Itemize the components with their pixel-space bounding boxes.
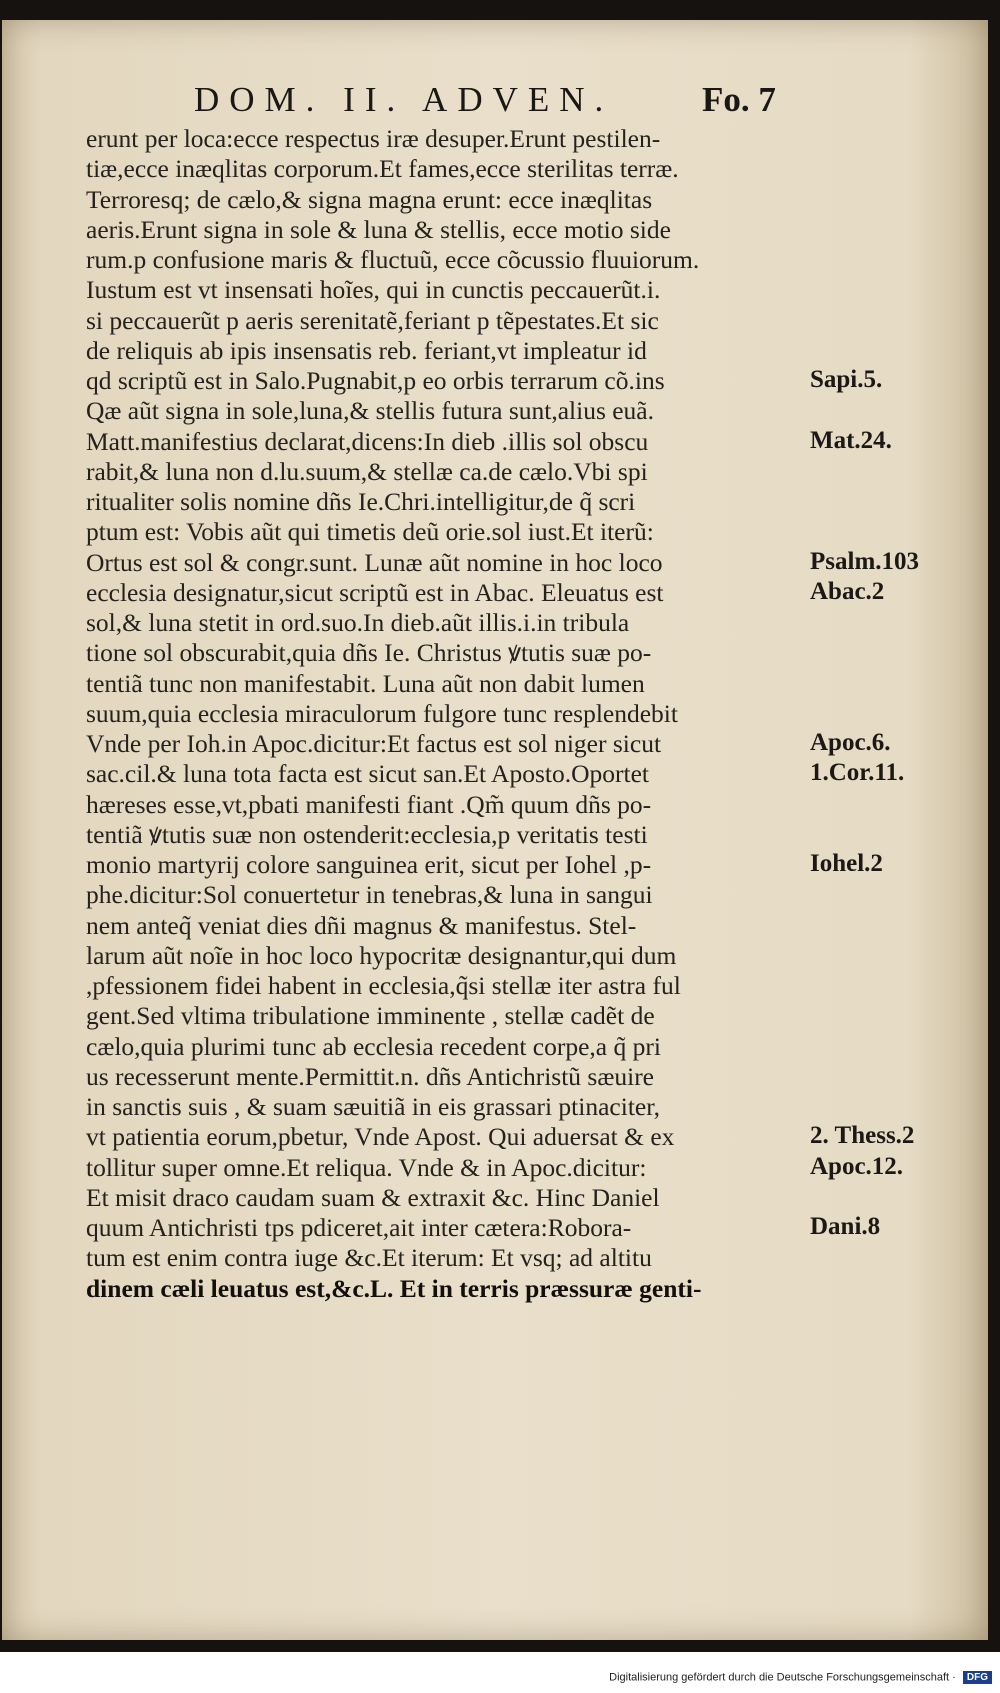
text-line: Matt.manifestius declarat,dicens:In dieb .illis sol obscu [86, 426, 649, 456]
text-line: cælo,quia plurimi tunc ab ecclesia recedent corpe,a q̃ pri [86, 1031, 661, 1061]
text-line: vt patientia eorum,pbetur, Vnde Apost. Qui aduersat & ex [86, 1122, 675, 1152]
text-line: si peccauerũt p aeris serenitatẽ,feriant p tẽpestates.Et sic [86, 305, 659, 335]
text-line: larum aũt noĩe in hoc loco hypocritæ designantur,qui dum [86, 940, 677, 970]
text-line: Et misit draco caudam suam & extraxit &c. Hinc Daniel [86, 1182, 660, 1212]
text-line: sol,& luna stetit in ord.suo.In dieb.aũt illis.i.in tribula [86, 608, 630, 637]
text-line: Qæ aũt signa in sole,luna,& stellis futura sunt,alius euã. [86, 396, 654, 426]
text-line: quum Antichristi tps pdiceret,ait inter cætera:Robora- [86, 1213, 632, 1242]
margin-reference: 2. Thess.2 [810, 1122, 915, 1150]
margin-reference: Psalm.103 [810, 547, 920, 575]
text-line: ptum est: Vobis aũt qui timetis deũ orie.sol iust.Et iterũ: [86, 517, 654, 547]
main-text-block [86, 124, 826, 1304]
folio-number: Fo. 7 [702, 80, 776, 119]
text-line: gent.Sed vltima tribulatione imminente , stellæ cadẽt de [86, 1001, 655, 1031]
text-line: rum.p confusione maris & fluctuũ, ecce cõcussio fluuiorum. [86, 245, 700, 274]
text-line: Iustum est vt insensati hoĩes, qui in cunctis peccauerũt.i. [86, 275, 661, 305]
margin-reference: Abac.2 [810, 577, 885, 605]
text-line: tione sol obscurabit,quia dñs Ie. Christus ꝟtutis suæ po- [86, 638, 652, 668]
text-line: erunt per loca:ecce respectus iræ desuper.Erunt pestilen- [86, 124, 661, 153]
text-line: tentiã ꝟtutis suæ non ostenderit:ecclesia,p veritatis testi [86, 819, 648, 849]
text-line: suum,quia ecclesia miraculorum fulgore tunc resplendebit [86, 698, 678, 728]
text-line: de reliquis ab ipis insensatis reb. feriant,vt impleatur id [86, 335, 647, 365]
margin-reference: Apoc.6. [810, 729, 891, 756]
text-line: Ortus est sol & congr.sunt. Lunæ aũt nomine in hoc loco [86, 547, 663, 577]
margin-reference: Sapi.5. [810, 366, 883, 393]
text-line: qd scriptũ est in Salo.Pugnabit,p eo orbis terrarum cõ.ins [86, 366, 665, 395]
text-line: tum est enim contra iuge &c.Et iterum: Et vsq; ad altitu [86, 1243, 652, 1273]
credit-text: Digitalisierung gefördert durch die Deutsche Forschungsgemeinschaft · [609, 1671, 956, 1684]
book-page [2, 20, 988, 1640]
running-header [2, 80, 988, 130]
text-line: phe.dicitur:Sol conuertetur in tenebras,& luna in sangui [86, 880, 653, 910]
margin-reference: Mat.24. [810, 426, 892, 454]
text-line: tentiã tunc non manifestabit. Luna aũt non dabit lumen [86, 668, 645, 698]
margin-reference: Apoc.12. [810, 1152, 904, 1180]
text-line: ,pfessionem fidei habent in ecclesia,q̃si stellæ iter astra ful [86, 971, 681, 1000]
text-line: aeris.Erunt signa in sole & luna & stellis, ecce motio side [86, 214, 671, 244]
text-line: ecclesia designatur,sicut scriptũ est in Abac. Eleuatus est [86, 577, 664, 607]
text-line: tiæ,ecce inæqlitas corporum.Et fames,ecce sterilitas terræ. [86, 154, 679, 184]
text-line: tollitur super omne.Et reliqua. Vnde & in Apoc.dicitur: [86, 1152, 647, 1182]
text-line: rabit,& luna non d.lu.suum,& stellæ ca.de cælo.Vbi spi [86, 456, 648, 486]
margin-reference: Iohel.2 [810, 850, 883, 877]
text-line: Vnde per Ioh.in Apoc.dicitur:Et factus est sol niger sicut [86, 729, 662, 758]
running-title: DOM. II. ADVEN. [194, 80, 614, 119]
text-line: Terroresq; de cælo,& signa magna erunt: ecce inæqlitas [86, 184, 653, 214]
digitization-credit [609, 1671, 992, 1684]
text-line: nem anteq̃ veniat dies dñi magnus & manifestus. Stel- [86, 910, 637, 940]
text-line: ritualiter solis nomine dñs Ie.Chri.intelligitur,de q̃ scri [86, 487, 636, 516]
text-line: sac.cil.& luna tota facta est sicut san.Et Aposto.Oportet [86, 759, 649, 789]
text-line: dinem cæli leuatus est,&c.L. Et in terris præssuræ genti- [86, 1273, 702, 1303]
margin-reference: 1.Cor.11. [810, 759, 905, 787]
text-line: hæreses esse,vt,pbati manifesti fiant .Qm̃ quum dñs po- [86, 789, 652, 819]
margin-reference: Dani.8 [810, 1213, 881, 1240]
text-line: us recesserunt mente.Permittit.n. dñs Antichristũ sæuire [86, 1061, 654, 1091]
dfg-logo: DFG [963, 1671, 992, 1684]
text-line: in sanctis suis , & suam sæuitiã in eis grassari ptinaciter, [86, 1092, 661, 1121]
text-line: monio martyrij colore sanguinea erit, sicut per Iohel ,p- [86, 850, 652, 879]
